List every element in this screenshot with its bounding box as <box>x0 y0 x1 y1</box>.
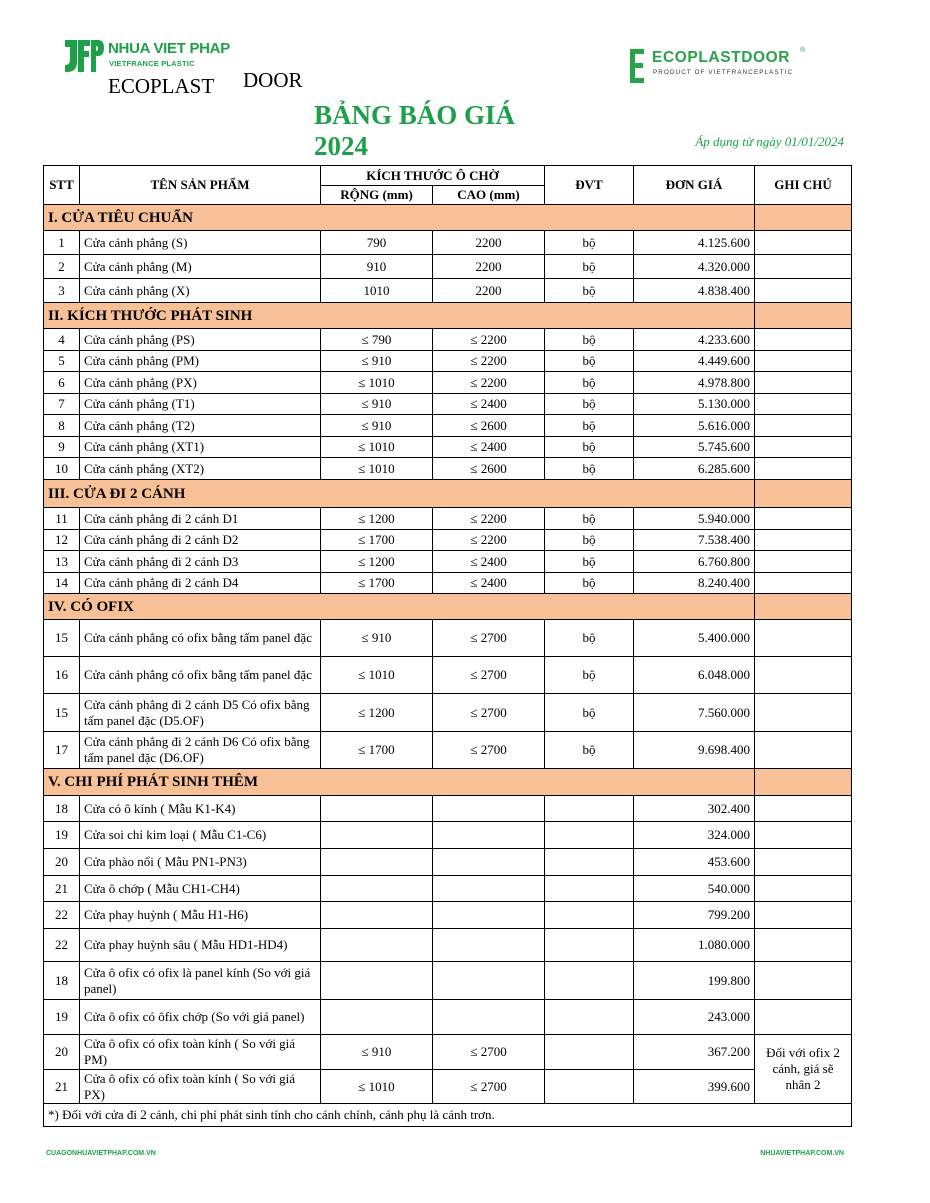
cell-unit: bộ <box>545 231 634 255</box>
document-title: BẢNG BÁO GIÁ 2024 <box>314 100 516 161</box>
cell-name: Cửa cánh phẳng đi 2 cánh D4 <box>80 573 321 594</box>
cell-name: Cửa cánh phẳng (XT1) <box>80 437 321 458</box>
cell-name: Cửa cánh phẳng đi 2 cánh D6 Có ofix bằng tấm panel đặc (D6.OF) <box>80 732 321 769</box>
cell-width: ≤ 1200 <box>321 508 433 530</box>
cell-name: Cửa cánh phẳng đi 2 cánh D5 Có ofix bằng tấm panel đặc (D5.OF) <box>80 694 321 732</box>
cell-height: ≤ 2400 <box>433 437 545 458</box>
section-note-blank <box>755 769 852 796</box>
cell-price: 4.320.000 <box>634 255 755 279</box>
col-header-height: CAO (mm) <box>433 186 545 205</box>
footnote: *) Đối với cửa đi 2 cánh, chi phí phát sinh tính cho cánh chính, cánh phụ là cánh trơn. <box>44 1104 852 1127</box>
table-row <box>44 437 852 458</box>
cell-unit <box>545 849 634 876</box>
cell-width: ≤ 910 <box>321 415 433 437</box>
cell-stt: 18 <box>44 962 80 1000</box>
cell-unit: bộ <box>545 551 634 573</box>
cell-price: 6.048.000 <box>634 657 755 694</box>
section-header <box>44 480 852 508</box>
cell-width: ≤ 910 <box>321 351 433 372</box>
cell-note <box>755 902 852 929</box>
cell-stt: 10 <box>44 458 80 480</box>
cell-height: ≤ 2700 <box>433 1035 545 1070</box>
ecoplastdoor-logo-subtitle: PRODUCT OF VIETFRANCEPLASTIC <box>653 69 794 76</box>
brand-ecoplast: ECOPLAST <box>108 74 215 98</box>
cell-stt: 2 <box>44 255 80 279</box>
table-row <box>44 929 852 962</box>
cell-name: Cửa ô chớp ( Mẫu CH1-CH4) <box>80 876 321 902</box>
section-note-blank <box>755 594 852 620</box>
table-body <box>44 205 852 1127</box>
cell-note <box>755 929 852 962</box>
section-title: IV. CÓ OFIX <box>44 594 755 620</box>
table-row <box>44 1035 852 1070</box>
cell-height: ≤ 2700 <box>433 694 545 732</box>
cell-price: 5.130.000 <box>634 394 755 415</box>
cell-price: 799.200 <box>634 902 755 929</box>
cell-unit <box>545 822 634 849</box>
cell-price: 399.600 <box>634 1070 755 1104</box>
col-header-stt: STT <box>44 166 80 205</box>
cell-height: ≤ 2200 <box>433 372 545 394</box>
cell-width <box>321 822 433 849</box>
cell-name: Cửa cánh phẳng đi 2 cánh D2 <box>80 530 321 551</box>
cell-name: Cửa cánh phẳng đi 2 cánh D3 <box>80 551 321 573</box>
table-row <box>44 732 852 769</box>
cell-stt: 12 <box>44 530 80 551</box>
cell-name: Cửa có ô kính ( Mẫu K1-K4) <box>80 796 321 822</box>
nvp-logo-title: NHUA VIET PHAP <box>108 40 230 57</box>
table-row <box>44 231 852 255</box>
section-title: I. CỬA TIÊU CHUẨN <box>44 205 755 231</box>
cell-stt: 15 <box>44 620 80 657</box>
cell-unit: bộ <box>545 657 634 694</box>
cell-price: 324.000 <box>634 822 755 849</box>
cell-unit: bộ <box>545 620 634 657</box>
table-row <box>44 351 852 372</box>
cell-height: ≤ 2400 <box>433 551 545 573</box>
cell-height: ≤ 2200 <box>433 508 545 530</box>
table-row <box>44 508 852 530</box>
table-row <box>44 551 852 573</box>
cell-width: ≤ 910 <box>321 1035 433 1070</box>
table-row <box>44 694 852 732</box>
cell-height <box>433 962 545 1000</box>
cell-unit: bộ <box>545 437 634 458</box>
cell-stt: 21 <box>44 1070 80 1104</box>
cell-height: ≤ 2700 <box>433 657 545 694</box>
cell-unit: bộ <box>545 351 634 372</box>
cell-price: 302.400 <box>634 796 755 822</box>
cell-name: Cửa cánh phẳng (T1) <box>80 394 321 415</box>
ecoplastdoor-logo <box>628 47 818 87</box>
cell-width: ≤ 1010 <box>321 458 433 480</box>
ecoplastdoor-logo-title: ECOPLASTDOOR <box>652 49 791 66</box>
cell-height <box>433 902 545 929</box>
cell-width <box>321 849 433 876</box>
section-title: III. CỬA ĐI 2 CÁNH <box>44 480 755 508</box>
cell-name: Cửa cánh phẳng (PX) <box>80 372 321 394</box>
table-row <box>44 415 852 437</box>
cell-width: ≤ 1010 <box>321 657 433 694</box>
cell-price: 4.233.600 <box>634 329 755 351</box>
cell-stt: 7 <box>44 394 80 415</box>
cell-note <box>755 372 852 394</box>
cell-name: Cửa phay huỳnh sâu ( Mẫu HD1-HD4) <box>80 929 321 962</box>
cell-stt: 11 <box>44 508 80 530</box>
cell-unit <box>545 796 634 822</box>
cell-price: 5.940.000 <box>634 508 755 530</box>
cell-name: Cửa cánh phẳng (X) <box>80 279 321 303</box>
section-header <box>44 769 852 796</box>
cell-width: 790 <box>321 231 433 255</box>
cell-width <box>321 876 433 902</box>
cell-height: ≤ 2200 <box>433 351 545 372</box>
cell-width: 910 <box>321 255 433 279</box>
cell-name: Cửa cánh phẳng (S) <box>80 231 321 255</box>
col-header-note: GHI CHÚ <box>755 166 852 205</box>
table-row <box>44 573 852 594</box>
cell-width: ≤ 790 <box>321 329 433 351</box>
table-row <box>44 329 852 351</box>
table-row <box>44 849 852 876</box>
table-row <box>44 1070 852 1104</box>
cell-width <box>321 796 433 822</box>
cell-height: ≤ 2700 <box>433 1070 545 1104</box>
cell-price: 4.978.800 <box>634 372 755 394</box>
col-header-name: TÊN SẢN PHẨM <box>80 166 321 205</box>
cell-note <box>755 796 852 822</box>
cell-unit <box>545 1035 634 1070</box>
cell-stt: 5 <box>44 351 80 372</box>
cell-price: 367.200 <box>634 1035 755 1070</box>
cell-unit: bộ <box>545 573 634 594</box>
cell-name: Cửa cánh phẳng (T2) <box>80 415 321 437</box>
cell-price: 199.800 <box>634 962 755 1000</box>
section-header <box>44 205 852 231</box>
cell-name: Cửa cánh phẳng (PS) <box>80 329 321 351</box>
footer-right-url: NHUAVIETPHAP.COM.VN <box>760 1150 844 1157</box>
section-title: V. CHI PHÍ PHÁT SINH THÊM <box>44 769 755 796</box>
cell-unit: bộ <box>545 372 634 394</box>
cell-height <box>433 822 545 849</box>
cell-note <box>755 394 852 415</box>
cell-height: ≤ 2600 <box>433 458 545 480</box>
cell-note <box>755 415 852 437</box>
cell-width: ≤ 1010 <box>321 437 433 458</box>
cell-unit: bộ <box>545 279 634 303</box>
col-header-size-group: KÍCH THƯỚC Ô CHỜ <box>321 166 545 186</box>
cell-height: ≤ 2400 <box>433 394 545 415</box>
table-row <box>44 530 852 551</box>
cell-stt: 8 <box>44 415 80 437</box>
cell-unit: bộ <box>545 394 634 415</box>
cell-price: 540.000 <box>634 876 755 902</box>
cell-width: 1010 <box>321 279 433 303</box>
cell-price: 453.600 <box>634 849 755 876</box>
cell-price: 5.745.600 <box>634 437 755 458</box>
cell-price: 6.760.800 <box>634 551 755 573</box>
cell-note <box>755 329 852 351</box>
cell-price: 5.616.000 <box>634 415 755 437</box>
cell-stt: 4 <box>44 329 80 351</box>
cell-note <box>755 620 852 657</box>
cell-name: Cửa ô ofix có ôfix chớp (So với giá panel) <box>80 1000 321 1035</box>
cell-note <box>755 530 852 551</box>
cell-width: ≤ 1200 <box>321 694 433 732</box>
cell-width <box>321 962 433 1000</box>
cell-name: Cửa ô ofix có ofix là panel kính (So với giá panel) <box>80 962 321 1000</box>
cell-name: Cửa cánh phẳng đi 2 cánh D1 <box>80 508 321 530</box>
cell-unit <box>545 876 634 902</box>
cell-price: 4.838.400 <box>634 279 755 303</box>
cell-note <box>755 255 852 279</box>
cell-height <box>433 1000 545 1035</box>
cell-unit <box>545 929 634 962</box>
cell-height <box>433 876 545 902</box>
cell-price: 243.000 <box>634 1000 755 1035</box>
cell-width <box>321 1000 433 1035</box>
cell-note <box>755 849 852 876</box>
cell-price: 9.698.400 <box>634 732 755 769</box>
section-note-blank <box>755 480 852 508</box>
table-row <box>44 796 852 822</box>
cell-unit: bộ <box>545 458 634 480</box>
cell-note <box>755 508 852 530</box>
cell-stt: 20 <box>44 1035 80 1070</box>
cell-width: ≤ 1010 <box>321 1070 433 1104</box>
cell-name: Cửa ô ofix có ofix toàn kính ( So với giá PX) <box>80 1070 321 1104</box>
cell-width: ≤ 1700 <box>321 732 433 769</box>
cell-stt: 17 <box>44 732 80 769</box>
brand-door: DOOR <box>243 68 303 92</box>
cell-unit: bộ <box>545 508 634 530</box>
cell-width: ≤ 1200 <box>321 551 433 573</box>
cell-note <box>755 231 852 255</box>
cell-unit <box>545 962 634 1000</box>
cell-name: Cửa phào nổi ( Mẫu PN1-PN3) <box>80 849 321 876</box>
cell-price: 7.560.000 <box>634 694 755 732</box>
nvp-logo-subtitle: VIETFRANCE PLASTIC <box>109 59 195 68</box>
cell-width: ≤ 910 <box>321 394 433 415</box>
table-row <box>44 255 852 279</box>
cell-height: ≤ 2600 <box>433 415 545 437</box>
table-row <box>44 657 852 694</box>
cell-height: ≤ 2200 <box>433 329 545 351</box>
cell-unit: bộ <box>545 530 634 551</box>
cell-note <box>755 694 852 732</box>
cell-price: 8.240.400 <box>634 573 755 594</box>
effective-date: Áp dụng từ ngày 01/01/2024 <box>695 134 844 149</box>
cell-stt: 13 <box>44 551 80 573</box>
cell-unit <box>545 1070 634 1104</box>
table-row <box>44 458 852 480</box>
cell-stt: 15 <box>44 694 80 732</box>
cell-stt: 1 <box>44 231 80 255</box>
cell-name: Cửa ô ofix có ofix toàn kính ( So với giá PM) <box>80 1035 321 1070</box>
cell-height <box>433 849 545 876</box>
cell-stt: 3 <box>44 279 80 303</box>
cell-stt: 19 <box>44 822 80 849</box>
cell-stt: 14 <box>44 573 80 594</box>
cell-note: Đối với ofix 2 cánh, giá sẽ nhân 2 <box>755 1035 852 1104</box>
nvp-logo-icon <box>62 37 104 75</box>
cell-unit <box>545 902 634 929</box>
footnote-row <box>44 1104 852 1127</box>
cell-price: 4.449.600 <box>634 351 755 372</box>
cell-stt: 22 <box>44 902 80 929</box>
cell-name: Cửa phay huỳnh ( Mẫu H1-H6) <box>80 902 321 929</box>
cell-note <box>755 732 852 769</box>
section-header <box>44 594 852 620</box>
cell-height <box>433 796 545 822</box>
ecoplastdoor-logo-icon <box>628 47 648 85</box>
cell-width: ≤ 910 <box>321 620 433 657</box>
cell-note <box>755 657 852 694</box>
cell-unit <box>545 1000 634 1035</box>
col-header-price: ĐƠN GIÁ <box>634 166 755 205</box>
cell-note <box>755 573 852 594</box>
cell-height: ≤ 2200 <box>433 530 545 551</box>
table-row <box>44 1000 852 1035</box>
cell-name: Cửa soi chỉ kim loại ( Mẫu C1-C6) <box>80 822 321 849</box>
cell-unit: bộ <box>545 694 634 732</box>
table-row <box>44 372 852 394</box>
footer-left-url: CUAGONHUAVIETPHAP.COM.VN <box>46 1150 156 1157</box>
cell-height: 2200 <box>433 231 545 255</box>
cell-price: 5.400.000 <box>634 620 755 657</box>
cell-stt: 18 <box>44 796 80 822</box>
cell-height: ≤ 2700 <box>433 732 545 769</box>
cell-note <box>755 458 852 480</box>
cell-stt: 16 <box>44 657 80 694</box>
section-title: II. KÍCH THƯỚC PHÁT SINH <box>44 303 755 329</box>
cell-width <box>321 902 433 929</box>
table-row <box>44 962 852 1000</box>
cell-height: ≤ 2700 <box>433 620 545 657</box>
cell-note <box>755 437 852 458</box>
cell-name: Cửa cánh phẳng có ofix bằng tấm panel đặc <box>80 620 321 657</box>
cell-name: Cửa cánh phẳng (XT2) <box>80 458 321 480</box>
table-row <box>44 279 852 303</box>
price-table <box>43 165 852 1127</box>
cell-name: Cửa cánh phẳng có ofix bằng tấm panel đặc <box>80 657 321 694</box>
cell-price: 4.125.600 <box>634 231 755 255</box>
cell-unit: bộ <box>545 732 634 769</box>
cell-note <box>755 551 852 573</box>
cell-stt: 6 <box>44 372 80 394</box>
cell-width <box>321 929 433 962</box>
cell-unit: bộ <box>545 329 634 351</box>
table-row <box>44 394 852 415</box>
table-row <box>44 620 852 657</box>
table-row <box>44 902 852 929</box>
col-header-unit: ĐVT <box>545 166 634 205</box>
cell-width: ≤ 1700 <box>321 530 433 551</box>
cell-height <box>433 929 545 962</box>
registered-mark: ® <box>800 47 806 54</box>
col-header-width: RỘNG (mm) <box>321 186 433 205</box>
nhua-viet-phap-logo <box>62 37 232 77</box>
table-row <box>44 876 852 902</box>
cell-stt: 19 <box>44 1000 80 1035</box>
cell-stt: 20 <box>44 849 80 876</box>
cell-name: Cửa cánh phẳng (M) <box>80 255 321 279</box>
cell-height: 2200 <box>433 255 545 279</box>
cell-price: 7.538.400 <box>634 530 755 551</box>
cell-unit: bộ <box>545 255 634 279</box>
section-note-blank <box>755 303 852 329</box>
cell-note <box>755 279 852 303</box>
cell-width: ≤ 1010 <box>321 372 433 394</box>
cell-stt: 21 <box>44 876 80 902</box>
cell-width: ≤ 1700 <box>321 573 433 594</box>
cell-stt: 22 <box>44 929 80 962</box>
cell-height: ≤ 2400 <box>433 573 545 594</box>
cell-stt: 9 <box>44 437 80 458</box>
cell-note <box>755 351 852 372</box>
section-note-blank <box>755 205 852 231</box>
cell-height: 2200 <box>433 279 545 303</box>
cell-name: Cửa cánh phẳng (PM) <box>80 351 321 372</box>
cell-unit: bộ <box>545 415 634 437</box>
cell-note <box>755 876 852 902</box>
cell-note <box>755 962 852 1000</box>
cell-note <box>755 1000 852 1035</box>
cell-note <box>755 822 852 849</box>
cell-price: 1.080.000 <box>634 929 755 962</box>
table-row <box>44 822 852 849</box>
cell-price: 6.285.600 <box>634 458 755 480</box>
section-header <box>44 303 852 329</box>
